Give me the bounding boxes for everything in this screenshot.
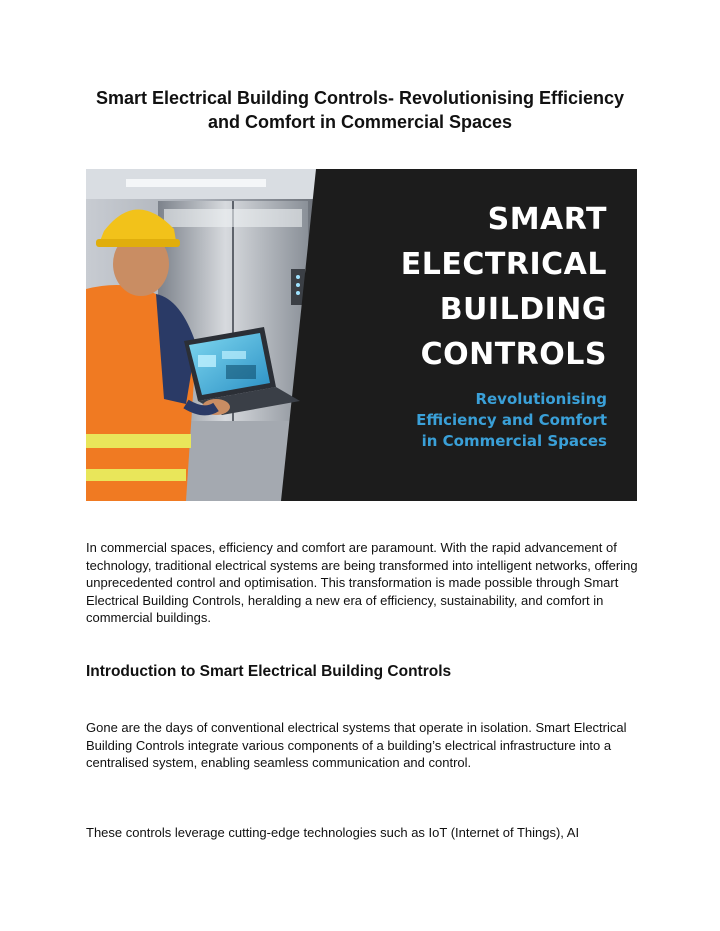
intro-paragraph: In commercial spaces, efficiency and comfort are paramount. With the rapid advancement of technology, traditional electrical systems are being transformed into intelligent networks, offering unprecedented control and optimisation. This transformation is made possible through Smart Electrical Building Controls, heralding a new era of efficiency, sustainability, and comfort in commercial buildings.	[86, 540, 638, 625]
section-heading: Introduction to Smart Electrical Building Controls	[86, 663, 452, 680]
document-title	[60, 86, 660, 134]
hero-image	[86, 169, 637, 501]
hero-headline-line: CONTROLS	[420, 337, 607, 372]
title-line-1: Smart Electrical Building Controls- Revolutionising Efficiency	[95, 88, 625, 108]
title-line-2: and Comfort in Commercial Spaces	[207, 112, 513, 132]
body-paragraph-continued: These controls leverage cutting-edge technologies such as IoT (Internet of Things), AI	[86, 825, 580, 840]
hero-headline-line: SMART	[487, 202, 607, 237]
hero-headline-line: BUILDING	[439, 292, 607, 327]
hero-subtitle-line: Efficiency and Comfort	[416, 411, 607, 429]
body-paragraph: Gone are the days of conventional electrical systems that operate in isolation. Smart Electrical Building Controls integrate various components of a building’s electrical infrastructure into a centralised system, enabling seamless communication and control.	[86, 720, 627, 770]
hero-headline	[337, 197, 607, 377]
hero-headline-line: ELECTRICAL	[400, 247, 607, 282]
hero-subtitle-line: Revolutionising	[475, 390, 607, 408]
hero-subtitle-line: in Commercial Spaces	[421, 432, 607, 450]
hero-subtitle	[337, 389, 607, 452]
hero-text	[337, 197, 607, 452]
